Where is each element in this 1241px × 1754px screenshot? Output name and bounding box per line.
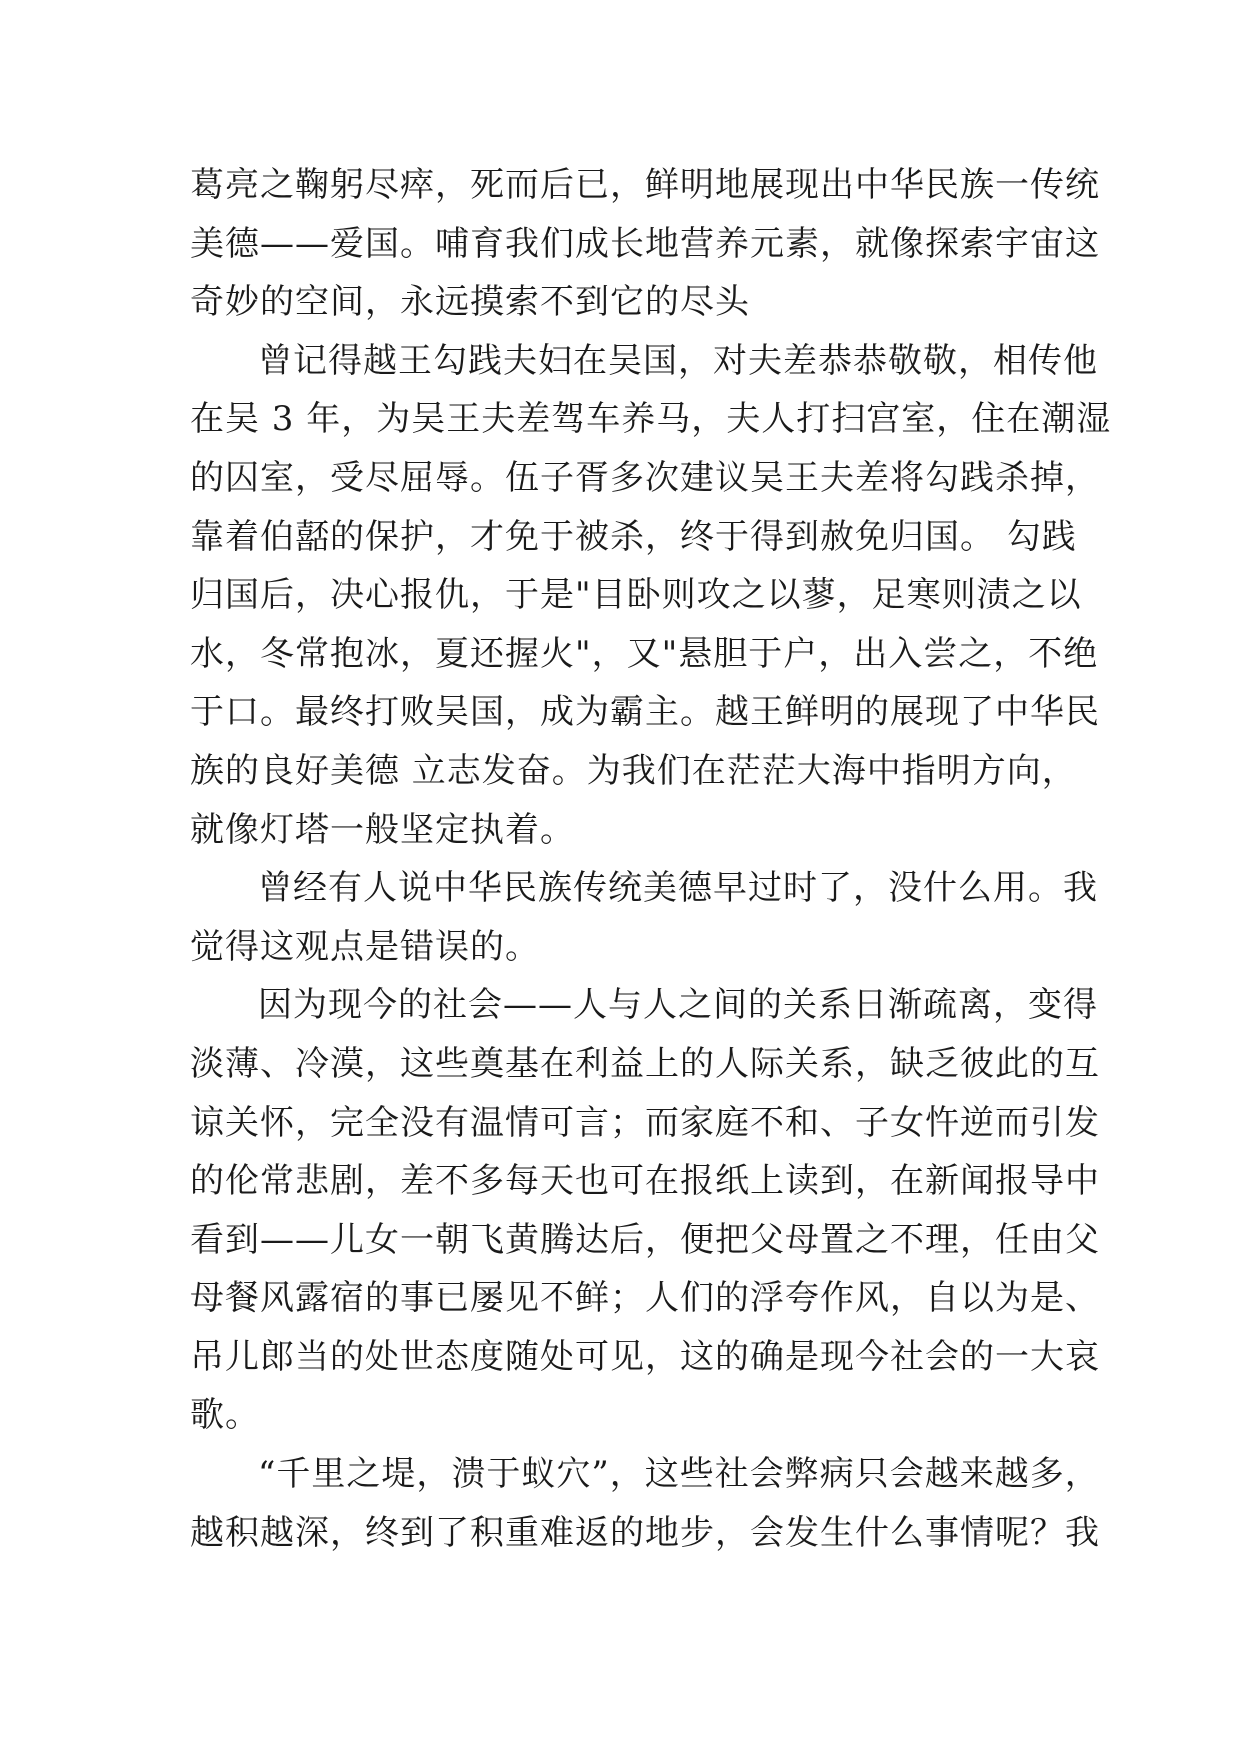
text-line: 越积越深，终到了积重难返的地步，会发生什么事情呢？我 — [190, 1512, 1100, 1553]
text-line: 吊儿郎当的处世态度随处可见，这的确是现今社会的一大哀 — [190, 1336, 1100, 1377]
paragraph-start-line: 曾经有人说中华民族传统美德早过时了，没什么用。我 — [258, 868, 1098, 909]
paragraph-start-line: 曾记得越王勾践夫妇在吴国，对夫差恭恭敬敬，相传他 — [258, 340, 1098, 381]
text-line: 葛亮之鞠躬尽瘁，死而后已，鲜明地展现出中华民族一传统 — [190, 165, 1100, 205]
paragraph-start-line: “千里之堤，溃于蚁穴”，这些社会弊病只会越来越多， — [258, 1454, 1100, 1495]
text-line: 在吴 3 年，为吴王夫差驾车养马，夫人打扫宫室，住在潮湿 — [190, 399, 1112, 440]
text-line: 的伦常悲剧，差不多每天也可在报纸上读到，在新闻报导中 — [190, 1161, 1100, 1202]
text-line: 母餐风露宿的事已屡见不鲜；人们的浮夸作风，自以为是、 — [190, 1278, 1100, 1319]
text-line: 看到——儿女一朝飞黄腾达后，便把父母置之不理，任由父 — [190, 1219, 1100, 1260]
text-line: 奇妙的空间，永远摸索不到它的尽头 — [190, 282, 750, 323]
body-text — [190, 156, 1112, 1562]
paragraph-start-line: 因为现今的社会——人与人之间的关系日渐疏离，变得 — [258, 985, 1098, 1026]
text-line: 谅关怀，完全没有温情可言；而家庭不和、子女忤逆而引发 — [190, 1102, 1100, 1143]
text-line: 美德——爱国。哺育我们成长地营养元素，就像探索宇宙这 — [190, 223, 1100, 264]
text-line: 就像灯塔一般坚定执着。 — [190, 809, 575, 850]
text-line: 于口。最终打败吴国，成为霸主。越王鲜明的展现了中华民 — [190, 692, 1100, 733]
text-line: 歌。 — [190, 1395, 260, 1436]
text-line: 觉得这观点是错误的。 — [190, 926, 540, 967]
text-line: 的囚室，受尽屈辱。伍子胥多次建议吴王夫差将勾践杀掉， — [190, 457, 1100, 498]
text-line: 水，冬常抱冰，夏还握火"，又"悬胆于户，出入尝之，不绝 — [190, 633, 1099, 674]
text-line: 靠着伯嚭的保护，才免于被杀，终于得到赦免归国。 勾践 — [190, 516, 1077, 557]
text-line: 族的良好美德 立志发奋。为我们在茫茫大海中指明方向， — [190, 750, 1077, 791]
text-line: 淡薄、冷漠，这些奠基在利益上的人际关系，缺乏彼此的互 — [190, 1043, 1100, 1084]
text-line: 归国后，决心报仇，于是"目卧则攻之以蓼，足寒则渍之以 — [190, 575, 1082, 616]
